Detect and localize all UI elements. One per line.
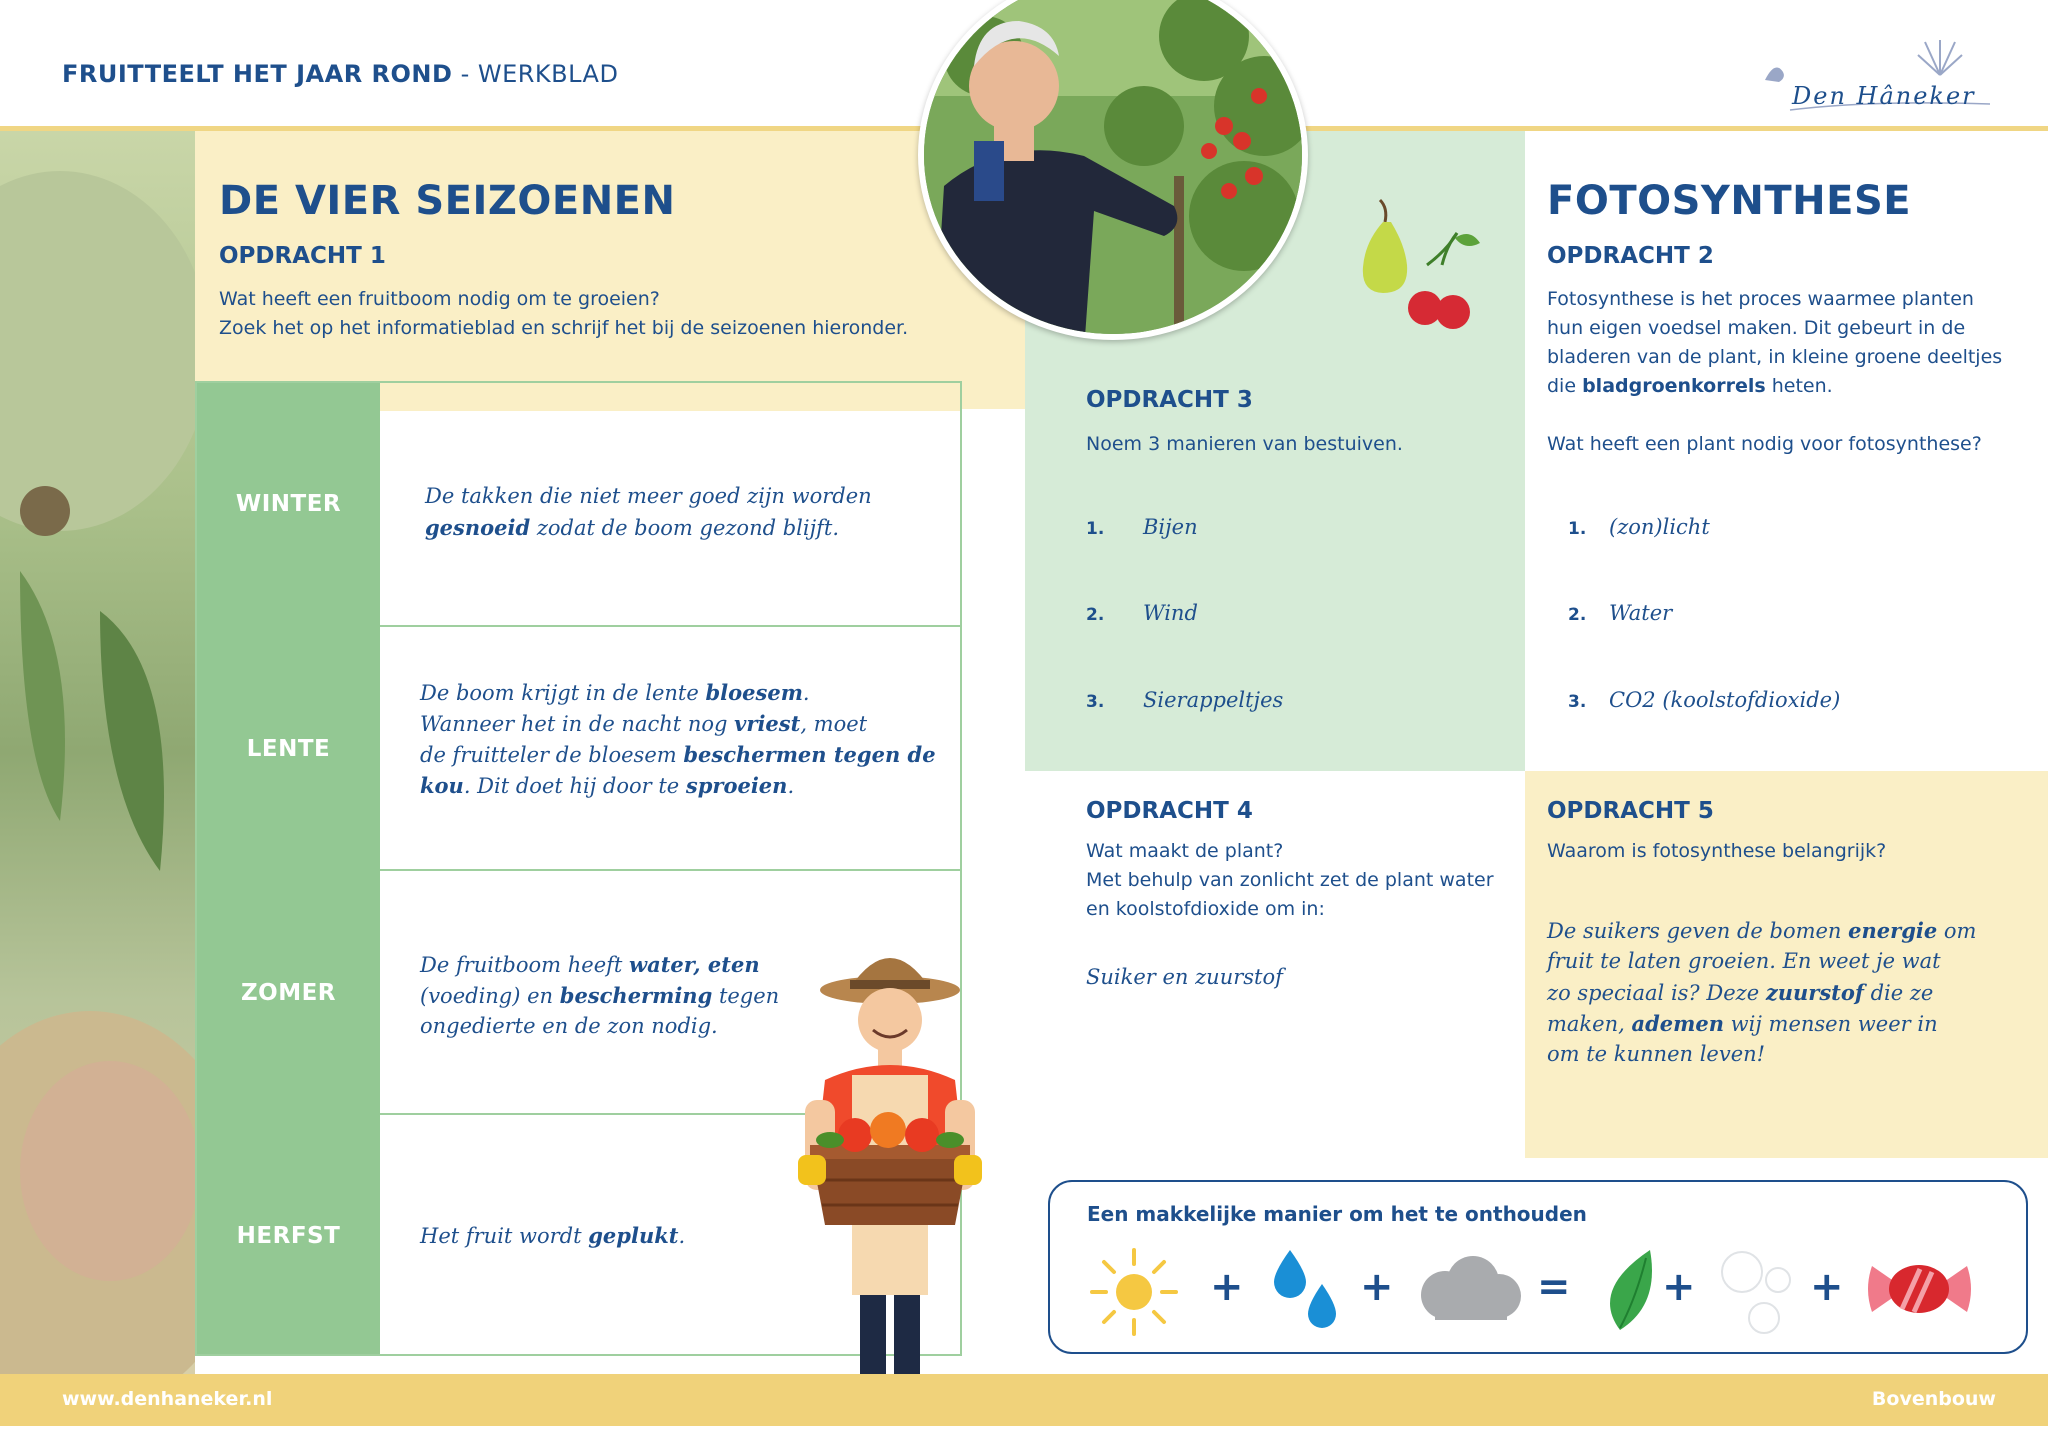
lente-answer-line-1: De boom krijgt in de lente bloesem.	[420, 680, 810, 705]
footer-level-label: Bovenbouw	[1871, 1388, 1996, 1410]
opdracht-3-answer-2: Wind	[1143, 601, 1198, 625]
footer-website-link[interactable]: www.denhaneker.nl	[62, 1388, 273, 1410]
opdracht-5-answer-line-1: De suikers geven de bomen energie om	[1547, 918, 1977, 943]
water-drops-icon	[1268, 1244, 1348, 1340]
opdracht-3-answer-1: Bijen	[1143, 515, 1198, 539]
season-label-zomer: ZOMER	[240, 980, 337, 1006]
opdracht-5-question: Waarom is fotosynthese belangrijk?	[1547, 840, 1887, 862]
opdracht-3-num-2: 2.	[1086, 605, 1105, 625]
worksheet-title: FRUITTEELT HET JAAR ROND - WERKBLAD	[62, 60, 619, 88]
season-label-herfst: HERFST	[236, 1223, 341, 1249]
zomer-answer-line-2: (voeding) en bescherming tegen	[420, 983, 780, 1008]
opdracht-4-label: OPDRACHT 4	[1086, 798, 1253, 824]
opdracht-3-num-1: 1.	[1086, 519, 1105, 539]
opdracht-4-line-3: en koolstofdioxide om in:	[1086, 898, 1325, 920]
seasons-label-column	[197, 383, 380, 1354]
fotosynthese-text-3: bladeren van de plant, in kleine groene deeltjes	[1547, 346, 2003, 368]
seasons-top-band	[380, 383, 960, 411]
pear-photo-strip	[0, 131, 195, 1374]
opdracht-2-num-3: 3.	[1568, 692, 1587, 712]
opdracht-5-label: OPDRACHT 5	[1547, 798, 1714, 824]
fotosynthese-text-2: hun eigen voedsel maken. Dit gebeurt in de	[1547, 317, 1966, 339]
cloud-icon	[1415, 1250, 1525, 1330]
lente-answer-line-4: kou. Dit doet hij door te sproeien.	[420, 773, 795, 798]
fotosynthese-title: FOTOSYNTHESE	[1547, 178, 1912, 224]
opdracht-4-line-2: Met behulp van zonlicht zet de plant water	[1086, 869, 1494, 891]
opdracht-5-answer-line-2: fruit te laten groeien. En weet je wat	[1547, 949, 1941, 973]
season-label-winter: WINTER	[235, 491, 342, 517]
lente-answer-line-3: de fruitteler de bloesem beschermen tegen de	[420, 742, 936, 767]
opdracht-2-label: OPDRACHT 2	[1547, 243, 1714, 269]
plus-sign-3: +	[1662, 1264, 1696, 1310]
season-row-lente	[380, 627, 960, 871]
zomer-answer-line-3: ongedierte en de zon nodig.	[420, 1014, 718, 1038]
opdracht-4-line-1: Wat maakt de plant?	[1086, 840, 1284, 862]
logo-wordmark: Den Hâneker	[1792, 82, 1976, 110]
equals-sign: =	[1537, 1264, 1571, 1310]
candy-icon	[1862, 1254, 1977, 1324]
opdracht-3-question: Noem 3 manieren van bestuiven.	[1086, 433, 1403, 455]
winter-answer-line-1: De takken die niet meer goed zijn worden	[425, 484, 872, 508]
seizoenen-title: DE VIER SEIZOENEN	[219, 178, 676, 224]
season-label-lente: LENTE	[246, 736, 331, 762]
zomer-answer-line-1: De fruitboom heeft water, eten	[420, 952, 760, 977]
opdracht-3-label: OPDRACHT 3	[1086, 387, 1253, 413]
memory-aid-title: Een makkelijke manier om het te onthouden	[1087, 1202, 1587, 1226]
opdracht-3-answer-3: Sierappeltjes	[1143, 688, 1284, 712]
plus-sign-1: +	[1210, 1264, 1244, 1310]
farmer-illustration-icon	[770, 930, 1010, 1375]
plus-sign-4: +	[1810, 1264, 1844, 1310]
opdracht-5-answer-line-4: maken, ademen wij mensen weer in	[1547, 1011, 1938, 1036]
winter-answer-line-2: gesnoeid zodat de boom gezond blijft.	[425, 515, 839, 540]
opdracht-4-answer: Suiker en zuurstof	[1086, 965, 1283, 989]
opdracht-2-num-1: 1.	[1568, 519, 1587, 539]
plus-sign-2: +	[1360, 1264, 1394, 1310]
opdracht-2-num-2: 2.	[1568, 605, 1587, 625]
opdracht-2-answer-2: Water	[1609, 601, 1673, 625]
opdracht-1-label: OPDRACHT 1	[219, 243, 386, 269]
opdracht-3-num-3: 3.	[1086, 692, 1105, 712]
opdracht-2-answer-3: CO2 (koolstofdioxide)	[1609, 688, 1841, 712]
bubbles-icon	[1710, 1246, 1800, 1338]
opdracht-5-answer-line-5: om te kunnen leven!	[1547, 1042, 1766, 1066]
leaf-icon	[1590, 1244, 1660, 1340]
opdracht-2-answer-1: (zon)licht	[1609, 515, 1710, 539]
opdracht-1-line-2: Zoek het op het informatieblad en schrijf het bij de seizoenen hieronder.	[219, 317, 909, 339]
memory-aid-box	[1048, 1180, 2028, 1354]
opdracht-2-question: Wat heeft een plant nodig voor fotosynthese?	[1547, 433, 1982, 455]
season-row-winter	[380, 411, 960, 627]
seizoenen-intro-panel	[195, 131, 1025, 409]
fotosynthese-text-1: Fotosynthese is het proces waarmee planten	[1547, 288, 1974, 310]
opdracht-5-answer-line-3: zo speciaal is? Deze zuurstof die ze	[1547, 980, 1934, 1005]
lente-answer-line-2: Wanneer het in de nacht nog vriest, moet	[420, 711, 868, 736]
page-footer	[0, 1374, 2048, 1426]
pear-cherries-icon	[1345, 190, 1480, 335]
fotosynthese-text-4: die bladgroenkorrels heten.	[1547, 375, 1833, 397]
herfst-answer: Het fruit wordt geplukt.	[420, 1223, 686, 1248]
sun-icon	[1086, 1244, 1182, 1340]
opdracht-1-line-1: Wat heeft een fruitboom nodig om te groeien?	[219, 288, 660, 310]
